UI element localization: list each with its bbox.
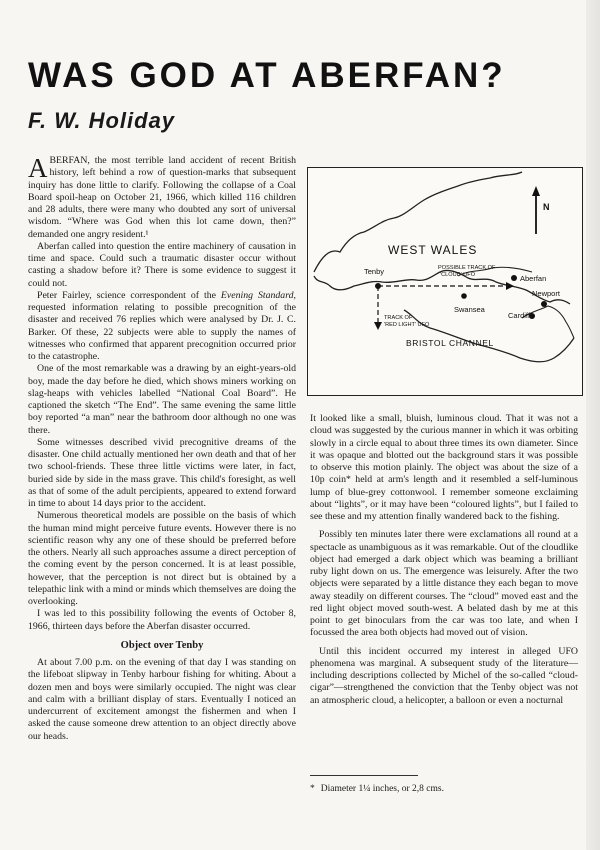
article-title: WAS GOD AT ABERFAN? — [28, 56, 506, 95]
left-column — [28, 155, 296, 743]
place-label-tenby: Tenby — [364, 267, 385, 276]
place-label-aberfan: Aberfan — [520, 274, 547, 283]
place-label-cardiff: Cardiff — [508, 311, 530, 320]
map-figure — [307, 167, 583, 396]
swansea-marker — [461, 293, 467, 299]
article-author: F. W. Holiday — [28, 108, 176, 133]
west-wales-map — [308, 168, 582, 395]
tenby-marker — [375, 283, 381, 289]
track-red-arrow — [374, 322, 382, 330]
right-column — [310, 413, 578, 707]
north-arrow — [532, 186, 550, 234]
track-red-label-line2: 'RED LIGHT' UFO — [384, 322, 430, 328]
paragraph: It looked like a small, bluish, luminous cloud. That it was not a cloud was suggested by the curious manner in which it was orbiting slowly in a circle equal to about three times its own diameter. Since it was opaque and blotted out the background stars it was possible to observe this motion plainly. The object was about the size of a 10p coin* held at arm's length and it resembled a self-luminous lump of blue-grey cottonwool. I remember someone exclaiming about “lights”, or it may have been “coloured lights”, but I failed to see these and my attention finally wandered back to the fishing. — [310, 413, 578, 522]
north-label: N — [543, 202, 550, 212]
footnote — [310, 783, 578, 795]
paragraph: Until this incident occurred my interest in alleged UFO phenomena was marginal. A subsequent study of the literature—including descriptions collected by Michel of the so-called “cloud-cigar”—strengthened the conviction that the Tenby object was not an atmospheric cloud, a helicopter, a balloon or even a nocturnal — [310, 645, 578, 706]
footnote-rule — [310, 775, 418, 776]
coastline-north — [314, 172, 522, 272]
footnote-text: Diameter 1¼ inches, or 2,8 cms. — [320, 784, 444, 794]
track-cloud-label-line2: 'CLOUD' UFO — [440, 272, 476, 278]
paragraph: Numerous theoretical models are possible on the basis of which the human mind might perceive future events. However there is no scientific reason why any one of these should be preferred before the others. Nearly all such approaches assume a direct perception of the coming event by the person concerned. It is at least possible, however, that the perception is not direct but is obtained by a telepathic link with a mind or minds which themselves are doing the overlooking. — [28, 510, 296, 607]
region-label: WEST WALES — [388, 243, 478, 257]
drop-cap: A — [28, 153, 48, 183]
place-label-swansea: Swansea — [454, 305, 485, 314]
paragraph: Some witnesses described vivid precognitive dreams of the disaster. One child actually mentioned her own death and that of her two school-friends. These three little victims were later, in fact, buried side by side in the mass grave. This child's foresight, as well as that of some of the adult percipients, appeared to extend forward in time to about 14 days prior to the accident. — [28, 436, 296, 509]
section-heading: Object over Tenby — [120, 639, 204, 651]
track-red-label-line1: TRACK OF — [384, 315, 413, 321]
track-cloud-label-line1: POSSIBLE TRACK OF — [438, 265, 496, 271]
paragraph: One of the most remarkable was a drawing by an eight-years-old boy, made the day before he died, which shows miners working on slag-heaps with vehicles labelled “National Coal Board”. He captioned the sketch “The End”. The same evening the same little boy reported “a man” near the bathroom door although no one was there. — [28, 363, 296, 436]
paragraph: Aberfan called into question the entire machinery of causation in time and space. Could such a traumatic disaster occur without casting a shadow before it? There is some evidence to suggest it could not. — [28, 240, 296, 289]
paragraph: Peter Fairley, science correspondent of the Evening Standard, requested information relating to possible precognition of the disaster and received 76 replies which were analysed by Dr. J. C. Barker. Of these, 22 subjects were able to supply the names of witnesses who confirmed that apparent precognition occurred prior to the catastrophe. — [28, 289, 296, 362]
paragraph-intro: ABERFAN, the most terrible land accident of recent British history, left behind a row of question-marks that subsequent inquiry has done little to clarify. Following the collapse of a Coal Board spoil-heap on October 21, 1966, which killed 116 children and 28 adults, there were many who doubted any sort of universal wisdom. “Where was God when this lot came down, then?” demanded one angry resident.¹ — [28, 153, 296, 240]
channel-label: BRISTOL CHANNEL — [406, 338, 494, 348]
page-edge-shadow — [586, 0, 600, 850]
paragraph: At about 7.00 p.m. on the evening of that day I was standing on the lifeboat slipway in Tenby harbour fishing for whiting. About a dozen men and boys were similarly occupied. The night was clear and calm with a brilliant display of stars. Eventually I noticed an undercurrent of excitement amongst the fishermen and when I asked the cause someone drew attention to an object directly above our heads. — [28, 657, 296, 742]
aberfan-marker — [511, 275, 517, 281]
track-cloud-arrow — [506, 282, 514, 290]
footnote-mark: * — [310, 784, 315, 794]
coastline-devon — [404, 310, 574, 362]
place-label-newport: Newport — [532, 289, 560, 298]
paragraph: Possibly ten minutes later there were exclamations all round at a spectacle as unambiguous as it was remarkable. Out of the cloudlike object had emerged a dark object which was beaming a brilliant ruby light down on us. The emergence was leisurely. After the two objects were separated by a little distance they each began to move away steadily on different courses. The “cloud” moved east and the red light object moved south-west. A belated dash by me at this point to get binoculars from the car was too late, and when I focussed the area both objects had moved out of vision. — [310, 529, 578, 639]
paragraph: I was led to this possibility following the events of October 8, 1966, thirteen days before the Aberfan disaster occurred. — [28, 608, 296, 632]
newport-marker — [541, 301, 547, 307]
